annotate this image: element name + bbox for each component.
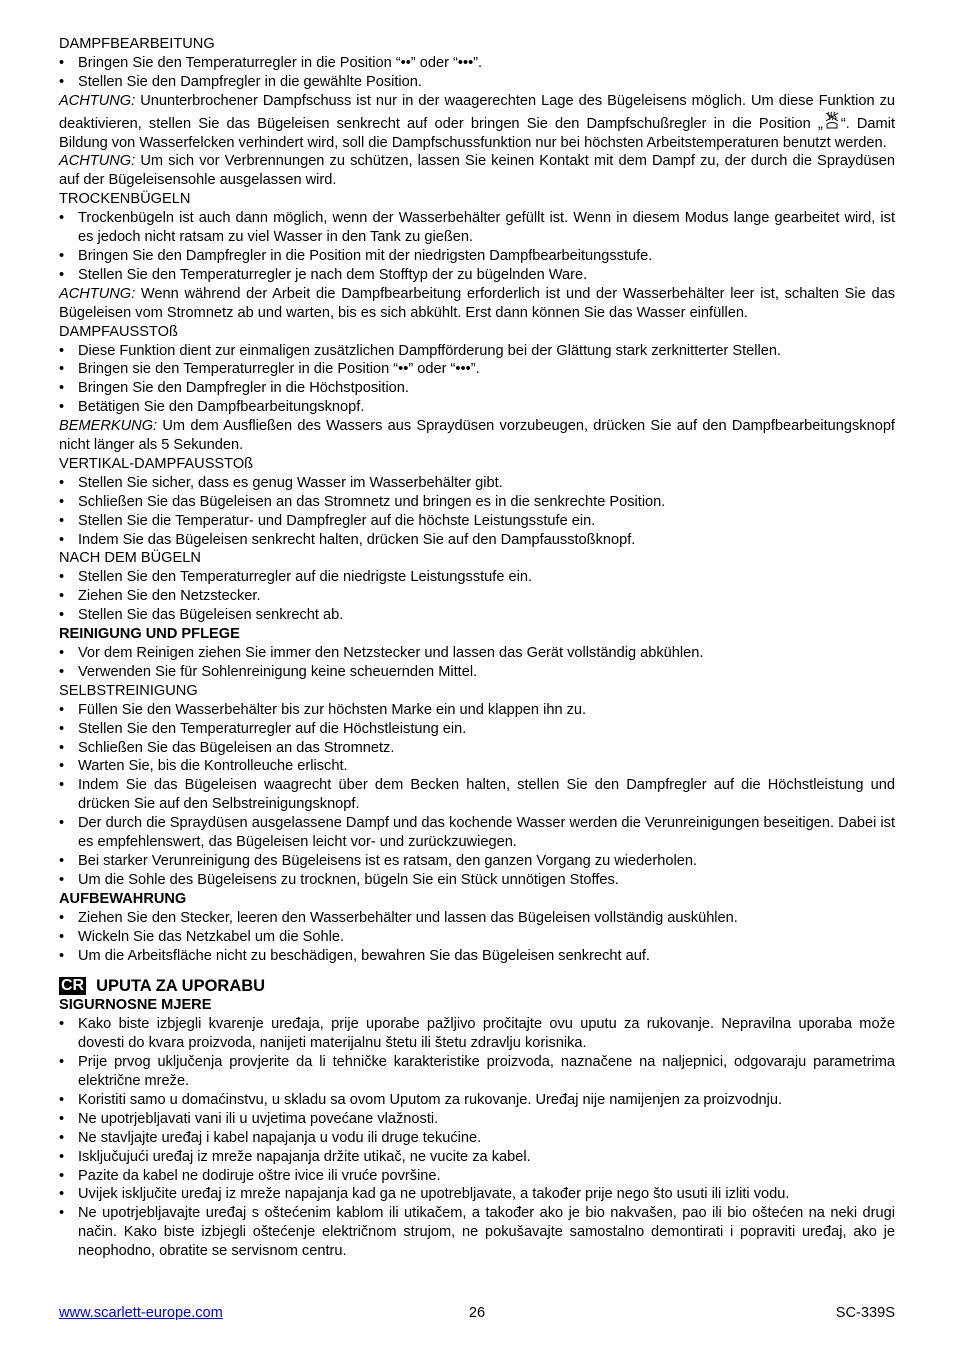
warning-paragraph: ACHTUNG: Ununterbrochener Dampfschuss ist nur in der waagerechten Lage des Bügeleisens möglich. Um diese Funktion zu deaktivieren, stellen Sie das Bügeleisen senkrecht auf oder bringen Sie den Dampfschußregler in die Position „ “. Damit Bildung von Wasserfelcken verhindert wird, soll die Dampfschussfunktion nur bei höchsten Arbeitstemperaturen benutzt werden. xyxy=(59,92,896,151)
list-item: • Bringen Sie den Dampfregler in die Position mit der niedrigsten Dampfbearbeitungsstufe. xyxy=(59,247,653,264)
bullet-icon: • xyxy=(59,531,65,548)
bullet-icon: • xyxy=(59,871,65,888)
list-item: • Stellen Sie den Dampfregler in die gewählte Position. xyxy=(59,73,422,90)
cleaning-list xyxy=(59,644,895,682)
bullet-icon: • xyxy=(59,73,65,90)
bullet-icon: • xyxy=(59,815,65,832)
warning-label: ACHTUNG: xyxy=(59,285,136,302)
list-item: • Stellen Sie den Temperaturregler auf die niedrigste Leistungsstufe ein. xyxy=(59,569,533,586)
list-item: • Bringen Sie den Temperaturregler in die Position “••” oder “•••”. xyxy=(59,54,483,71)
section-heading-storage: AUFBEWAHRUNG xyxy=(59,890,187,907)
bullet-icon: • xyxy=(59,512,65,529)
bullet-icon: • xyxy=(59,210,65,227)
list-item: • Stellen Sie die Temperatur- und Dampfregler auf die höchste Leistungsstufe ein. xyxy=(59,512,596,529)
list-item: • Koristiti samo u domaćinstvu, u skladu sa ovom Uputom za rukovanje. Uređaj nije namijenjen za proizvodnju. xyxy=(59,1091,783,1108)
list-item: • Kako biste izbjegli kvarenje uređaja, prije uporabe pažljivo pročitajte ovu uputu za rukovanje. Nepravilna uporaba može dovesti do kvara proizvoda, nanijeti materijalnu štetu ili štetu zdravlju korisnika. xyxy=(59,1016,895,1052)
list-item: • Stellen Sie den Temperaturregler auf die Höchstleistung ein. xyxy=(59,720,467,737)
language-section-header xyxy=(59,976,895,996)
bullet-icon: • xyxy=(59,474,65,491)
safety-list xyxy=(59,1015,895,1261)
list-item: • Indem Sie das Bügeleisen senkrecht halten, drücken Sie auf den Dampfausstoßknopf. xyxy=(59,531,636,548)
document-page xyxy=(59,35,895,1261)
bullet-icon: • xyxy=(59,701,65,718)
list-item: • Verwenden Sie für Sohlenreinigung keine scheuernden Mittel. xyxy=(59,663,478,680)
list-item: • Trockenbügeln ist auch dann möglich, wenn der Wasserbehälter gefüllt ist. Wenn in diesem Modus lange gearbeitet wird, ist es jedoch nicht ratsam zu viel Wasser in den Tank zu gießen. xyxy=(59,210,895,246)
section-heading-cleaning: REINIGUNG UND PFLEGE xyxy=(59,626,240,643)
bullet-icon: • xyxy=(59,569,65,586)
bullet-icon: • xyxy=(59,739,65,756)
language-section-title: UPUTA ZA UPORABU xyxy=(96,976,266,995)
warning-label: ACHTUNG: xyxy=(59,92,136,109)
bullet-icon: • xyxy=(59,361,65,378)
selfclean-list xyxy=(59,701,895,890)
list-item: • Bringen Sie den Dampfregler in die Höchstposition. xyxy=(59,380,409,397)
list-item: • Vor dem Reinigen ziehen Sie immer den Netzstecker und lassen das Gerät vollständig abkühlen. xyxy=(59,645,704,661)
section-heading-dry: TROCKENBÜGELN xyxy=(59,191,191,208)
bullet-icon: • xyxy=(59,1167,65,1184)
burst-list xyxy=(59,342,895,418)
list-item: • Ziehen Sie den Netzstecker. xyxy=(59,588,261,605)
bullet-icon: • xyxy=(59,909,65,926)
bullet-icon: • xyxy=(59,1091,65,1108)
dry-list xyxy=(59,209,895,285)
list-item: • Schließen Sie das Bügeleisen an das Stromnetz und bringen es in die senkrechte Position. xyxy=(59,493,666,510)
bullet-icon: • xyxy=(59,1129,65,1146)
section-heading-after: NACH DEM BÜGELN xyxy=(59,550,201,567)
section-heading-vertical: VERTIKAL-DAMPFAUSSTOß xyxy=(59,455,254,472)
list-item: • Um die Sohle des Bügeleisens zu trocknen, bügeln Sie ein Stück unnötigen Stoffes. xyxy=(59,871,619,888)
list-item: • Der durch die Spraydüsen ausgelassene Dampf und das kochende Wasser werden die Verunreinigungen beseitigen. Dabei ist es empfehlenswert, das Bügeleisen leicht vor- und zurückzuwiegen. xyxy=(59,815,895,851)
list-item: • Pazite da kabel ne dodiruje oštre ivice ili vruće površine. xyxy=(59,1167,441,1184)
bullet-icon: • xyxy=(59,1205,65,1222)
section-heading-burst: DAMPFAUSSTOß xyxy=(59,323,178,340)
bullet-icon: • xyxy=(59,1110,65,1127)
bullet-icon: • xyxy=(59,758,65,775)
bullet-icon: • xyxy=(59,399,65,416)
bullet-icon: • xyxy=(59,1186,65,1203)
list-item: • Betätigen Sie den Dampfbearbeitungsknopf. xyxy=(59,399,365,416)
bullet-icon: • xyxy=(59,1054,65,1071)
bullet-icon: • xyxy=(59,777,65,794)
list-item: • Ziehen Sie den Stecker, leeren den Wasserbehälter und lassen das Bügeleisen vollständig auskühlen. xyxy=(59,909,738,926)
section-heading-steam: DAMPFBEARBEITUNG xyxy=(59,36,215,52)
vertical-list xyxy=(59,474,895,550)
bullet-icon: • xyxy=(59,54,65,71)
website-link[interactable]: www.scarlett-europe.com xyxy=(59,1305,223,1321)
list-item: • Wickeln Sie das Netzkabel um die Sohle. xyxy=(59,928,345,945)
bullet-icon: • xyxy=(59,493,65,510)
list-item: • Schließen Sie das Bügeleisen an das Stromnetz. xyxy=(59,739,395,756)
list-item: • Bei starker Verunreinigung des Bügeleisens ist es ratsam, den ganzen Vorgang zu wiederholen. xyxy=(59,852,697,869)
list-item: • Warten Sie, bis die Kontrolleuche erlischt. xyxy=(59,758,348,775)
page-footer xyxy=(59,1304,895,1322)
bullet-icon: • xyxy=(59,607,65,624)
list-item: • Stellen Sie den Temperaturregler je nach dem Stofftyp der zu bügelnden Ware. xyxy=(59,266,588,283)
after-list xyxy=(59,568,895,625)
bullet-icon: • xyxy=(59,266,65,283)
bullet-icon: • xyxy=(59,928,65,945)
bullet-icon: • xyxy=(59,1016,65,1033)
warning-label: ACHTUNG: xyxy=(59,153,136,170)
note-label: BEMERKUNG: xyxy=(59,418,158,435)
steam-off-icon xyxy=(824,111,840,129)
list-item: • Ne upotrjebljavajte uređaj s oštećenim kablom ili utikačem, a također ako je bio nakvašen, pao ili bio oštećen na neki drugi način. Kako biste izbjegli oštećenje električnom strujom, ne pokušavajte samostalno demontirati i popraviti uređaj, ako je neophodno, obratite se servisnom centru. xyxy=(59,1205,895,1260)
section-heading-selfclean: SELBSTREINIGUNG xyxy=(59,682,198,699)
list-item: • Indem Sie das Bügeleisen waagrecht über dem Becken halten, stellen Sie den Dampfregler auf die Höchstleistung und drücken Sie auf den Selbstreinigungsknopf. xyxy=(59,777,895,813)
bullet-icon: • xyxy=(59,720,65,737)
page-number: 26 xyxy=(468,1305,486,1321)
list-item: • Uvijek isključite uređaj iz mreže napajanja kad ga ne upotrebljavate, a također prije nego što usuti ili izliti vodu. xyxy=(59,1186,790,1203)
list-item: • Stellen Sie sicher, dass es genug Wasser im Wasserbehälter gibt. xyxy=(59,474,503,491)
bullet-icon: • xyxy=(59,380,65,397)
model-number: SC-339S xyxy=(835,1305,895,1321)
bullet-icon: • xyxy=(59,588,65,605)
list-item: • Isključujući uređaj iz mreže napajanja držite utikač, ne vucite za kabel. xyxy=(59,1148,531,1165)
list-item: • Prije prvog uključenja provjerite da li tehničke karakteristike proizvoda, naznačene na naljepnici, odgovaraju parametrima električne mreže. xyxy=(59,1054,895,1090)
storage-list xyxy=(59,909,895,966)
bullet-icon: • xyxy=(59,342,65,359)
list-item: • Ne stavljajte uređaj i kabel napajanja u vodu ili druge tekućine. xyxy=(59,1129,482,1146)
section-heading-safety: SIGURNOSNE MJERE xyxy=(59,997,212,1014)
bullet-icon: • xyxy=(59,852,65,869)
bullet-icon: • xyxy=(59,1148,65,1165)
list-item: • Um die Arbeitsfläche nicht zu beschädigen, bewahren Sie das Bügeleisen senkrecht auf. xyxy=(59,947,650,964)
bullet-icon: • xyxy=(59,247,65,264)
note-paragraph: BEMERKUNG: Um dem Ausfließen des Wassers aus Spraydüsen vorzubeugen, drücken Sie auf den Dampfbearbeitungsknopf nicht länger als 5 Sekunden. xyxy=(59,418,895,454)
language-badge: CR xyxy=(61,977,85,995)
list-item: • Bringen sie den Temperaturregler in die Position “••” oder “•••”. xyxy=(59,361,480,378)
list-item: • Diese Funktion dient zur einmaligen zusätzlichen Dampfförderung bei der Glättung stark zerknitterter Stellen. xyxy=(59,342,782,359)
list-item: • Füllen Sie den Wasserbehälter bis zur höchsten Marke ein und klappen ihn zu. xyxy=(59,701,587,718)
list-item: • Stellen Sie das Bügeleisen senkrecht ab. xyxy=(59,607,344,624)
warning-paragraph: ACHTUNG: Um sich vor Verbrennungen zu schützen, lassen Sie keinen Kontakt mit dem Dampf zu, der durch die Spraydüsen auf der Bügeleisensohle ausgelassen wird. xyxy=(59,153,895,189)
steam-list xyxy=(59,54,895,92)
bullet-icon: • xyxy=(59,645,65,661)
list-item: • Ne upotrjebljavati vani ili u uvjetima povećane vlažnosti. xyxy=(59,1110,439,1127)
bullet-icon: • xyxy=(59,663,65,680)
warning-paragraph: ACHTUNG: Wenn während der Arbeit die Dampfbearbeitung erforderlich ist und der Wasserbehälter leer ist, schalten Sie das Bügeleisen vom Stromnetz ab und warten, bis es sich abkühlt. Erst dann können Sie das Wasser einfüllen. xyxy=(59,285,895,321)
bullet-icon: • xyxy=(59,947,65,964)
